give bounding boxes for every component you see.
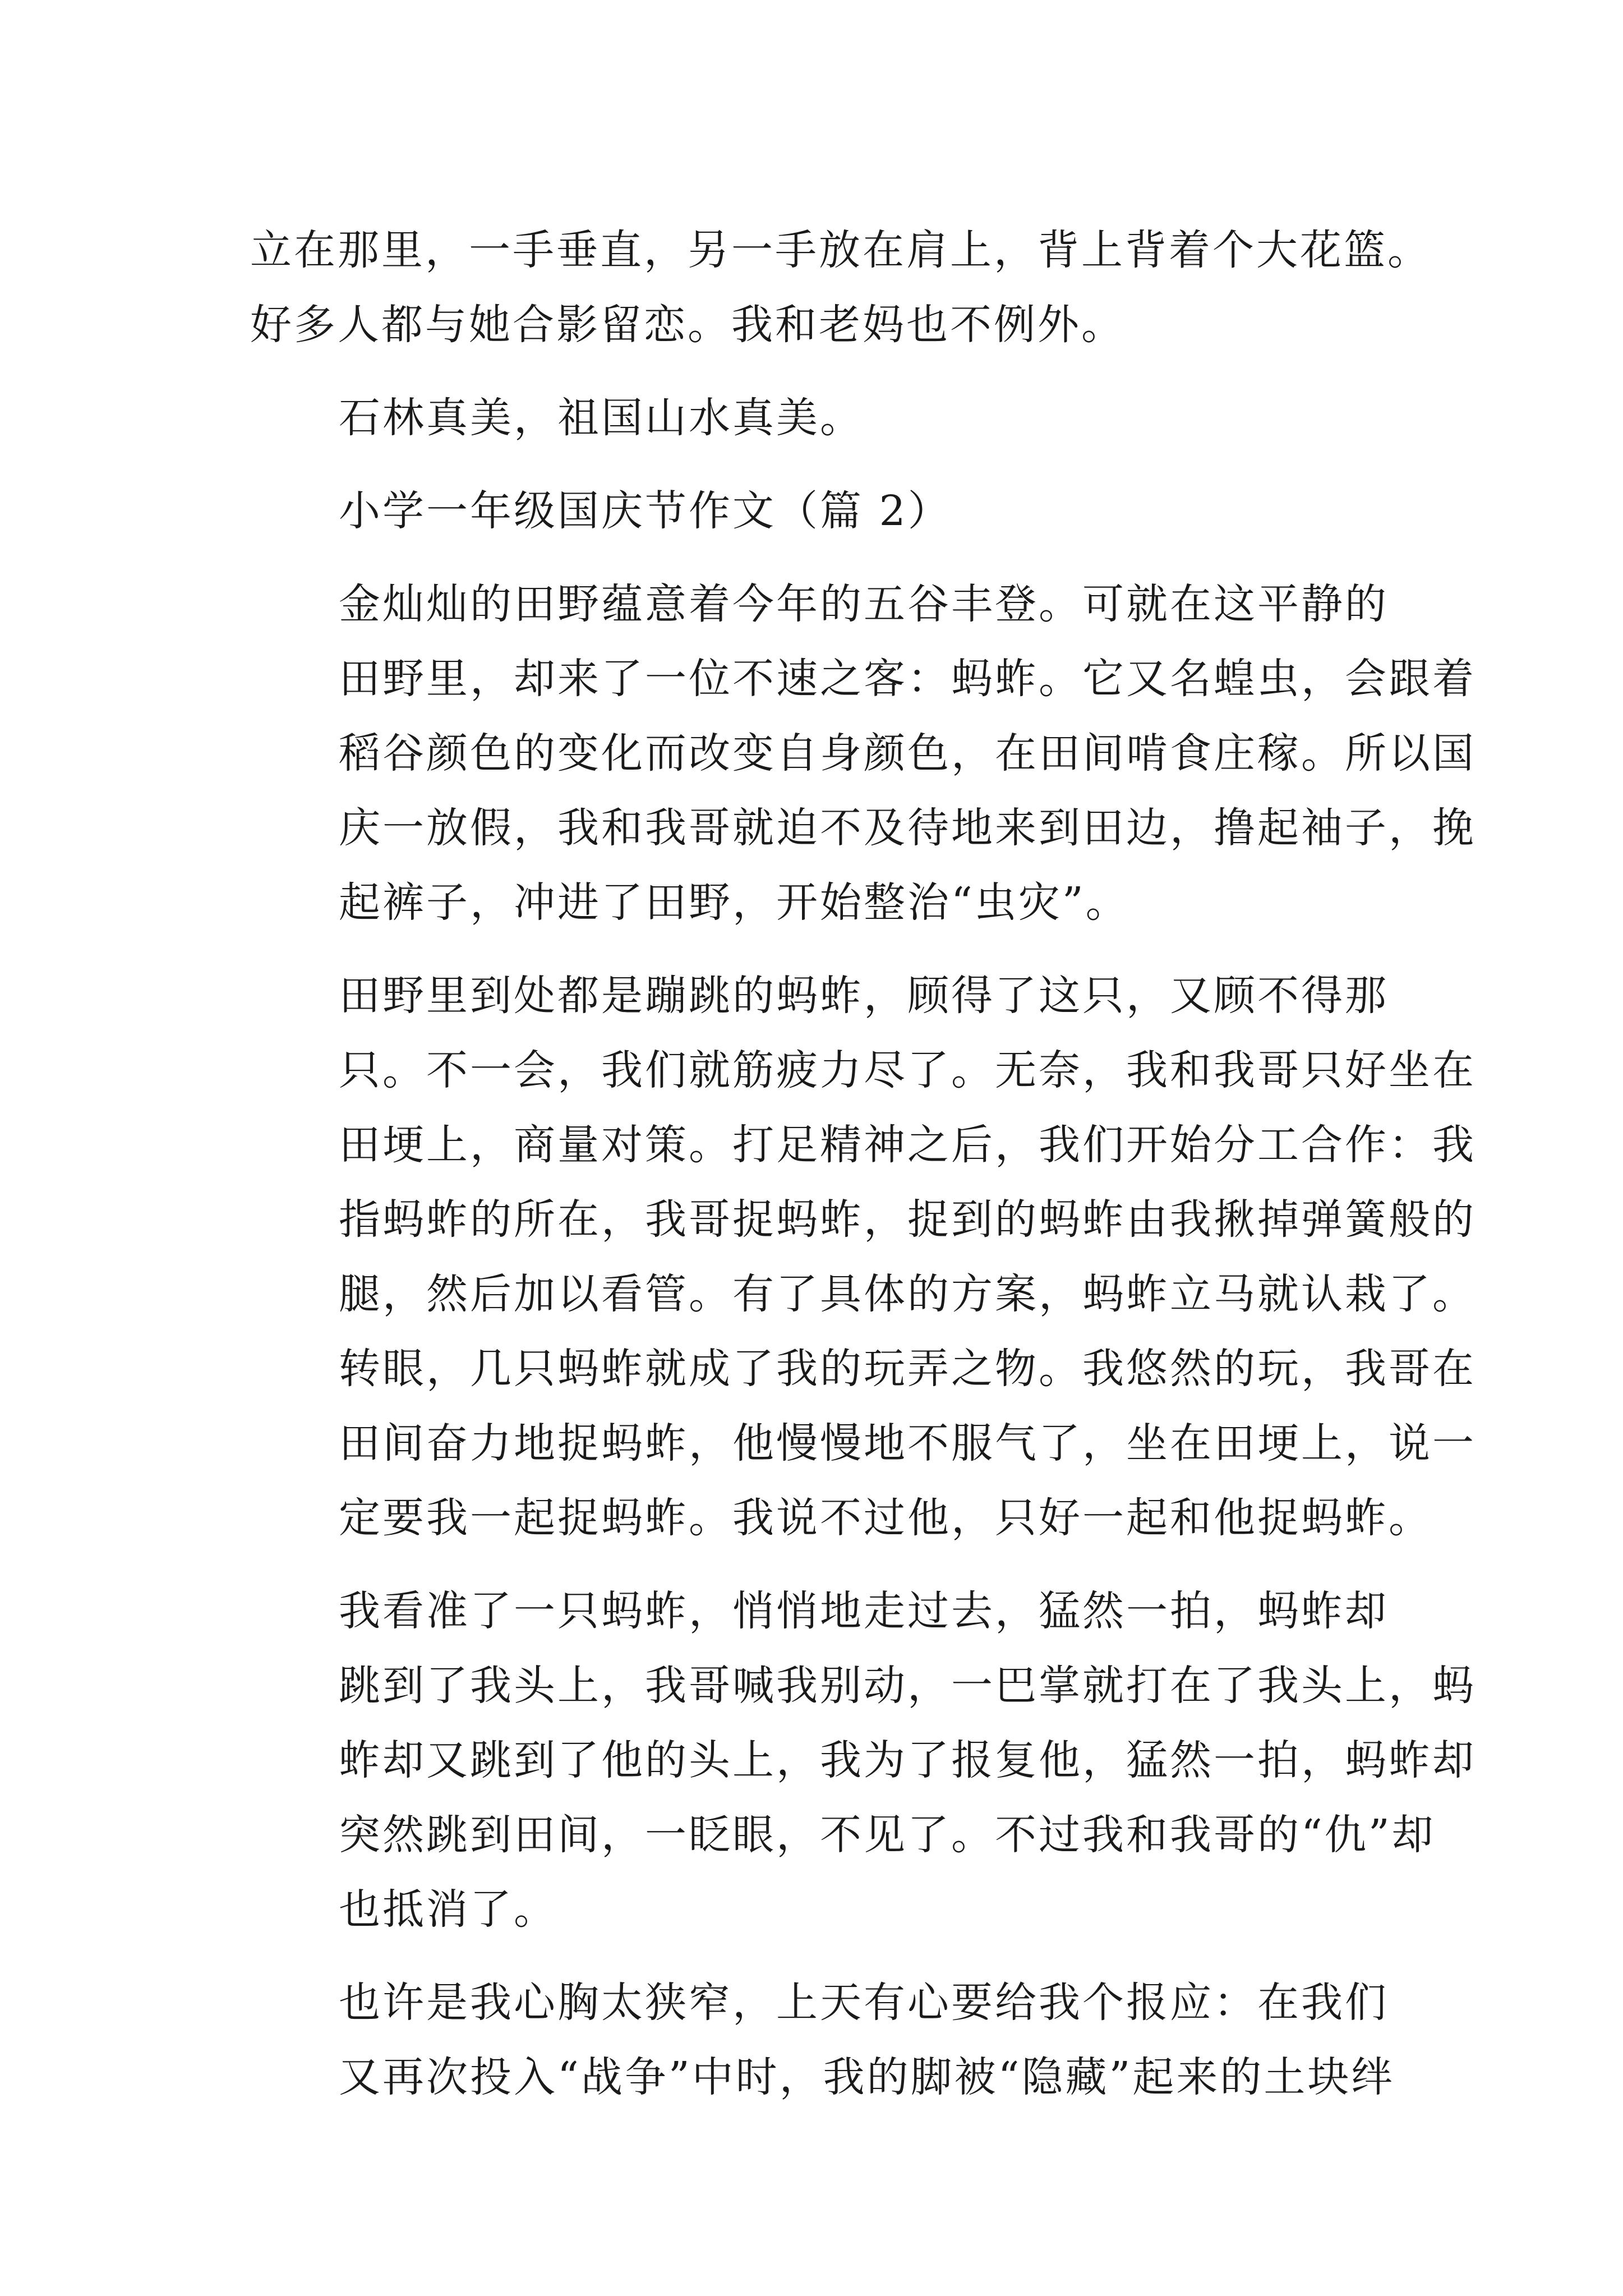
text-line: 又再次投入“战争”中时，我的脚被“隐藏”起来的土块绊 [339,2053,1395,2101]
paragraph-6 [250,1574,1476,1947]
section-heading [250,474,1389,549]
heading-line: 小学一年级国庆节作文（篇 2） [339,487,952,535]
paragraph-4 [250,567,1476,940]
text-line: 田野里到处都是蹦跳的蚂蚱，顾得了这只，又顾不得那 [339,972,1389,1020]
paragraph-5 [250,959,1476,1556]
text-line: 好多人都与她合影留恋。我和老妈也不例外。 [250,301,1125,349]
text-line: 也许是我心胸太狭窄，上天有心要给我个报应：在我们 [339,1978,1389,2027]
text-line: 田野里，却来了一位不速之客：蚂蚱。它又名蝗虫，会跟着 [339,655,1476,703]
text-line: 跳到了我头上，我哥喊我别动，一巴掌就打在了我头上，蚂 [339,1662,1476,1710]
paragraph-1 [250,213,1431,362]
text-line: 金灿灿的田野蕴意着今年的五谷丰登。可就在这平静的 [339,580,1389,628]
text-line: 稻谷颜色的变化而改变自身颜色，在田间啃食庄稼。所以国 [339,729,1476,777]
text-line: 立在那里，一手垂直，另一手放在肩上，背上背着个大花篮。 [250,226,1431,274]
text-line: 定要我一起捉蚂蚱。我说不过他，只好一起和他捉蚂蚱。 [339,1494,1432,1542]
document-body [250,213,1476,2133]
text-line: 石林真美，祖国山水真美。 [339,394,864,442]
paragraph-7 [250,1966,1395,2115]
text-line: 也抵消了。 [339,1885,557,1934]
text-line: 我看准了一只蚂蚱，悄悄地走过去，猛然一拍，蚂蚱却 [339,1587,1389,1635]
text-line: 突然跳到田间，一眨眼，不见了。不过我和我哥的“仇”却 [339,1811,1436,1859]
text-line: 腿，然后加以看管。有了具体的方案，蚂蚱立马就认栽了。 [339,1270,1476,1318]
text-line: 庆一放假，我和我哥就迫不及待地来到田边，撸起袖子，挽 [339,804,1476,852]
text-line: 只。不一会，我们就筋疲力尽了。无奈，我和我哥只好坐在 [339,1046,1476,1094]
paragraph-2 [250,381,1389,455]
text-line: 田埂上，商量对策。打足精神之后，我们开始分工合作：我 [339,1121,1476,1169]
text-line: 田间奋力地捉蚂蚱，他慢慢地不服气了，坐在田埂上，说一 [339,1419,1476,1467]
text-line: 起裤子，冲进了田野，开始整治“虫灾”。 [339,878,1129,927]
text-line: 转眼，几只蚂蚱就成了我的玩弄之物。我悠然的玩，我哥在 [339,1345,1476,1393]
text-line: 蚱却又跳到了他的头上，我为了报复他，猛然一拍，蚂蚱却 [339,1736,1476,1784]
text-line: 指蚂蚱的所在，我哥捉蚂蚱，捉到的蚂蚱由我揪掉弹簧般的 [339,1195,1476,1244]
